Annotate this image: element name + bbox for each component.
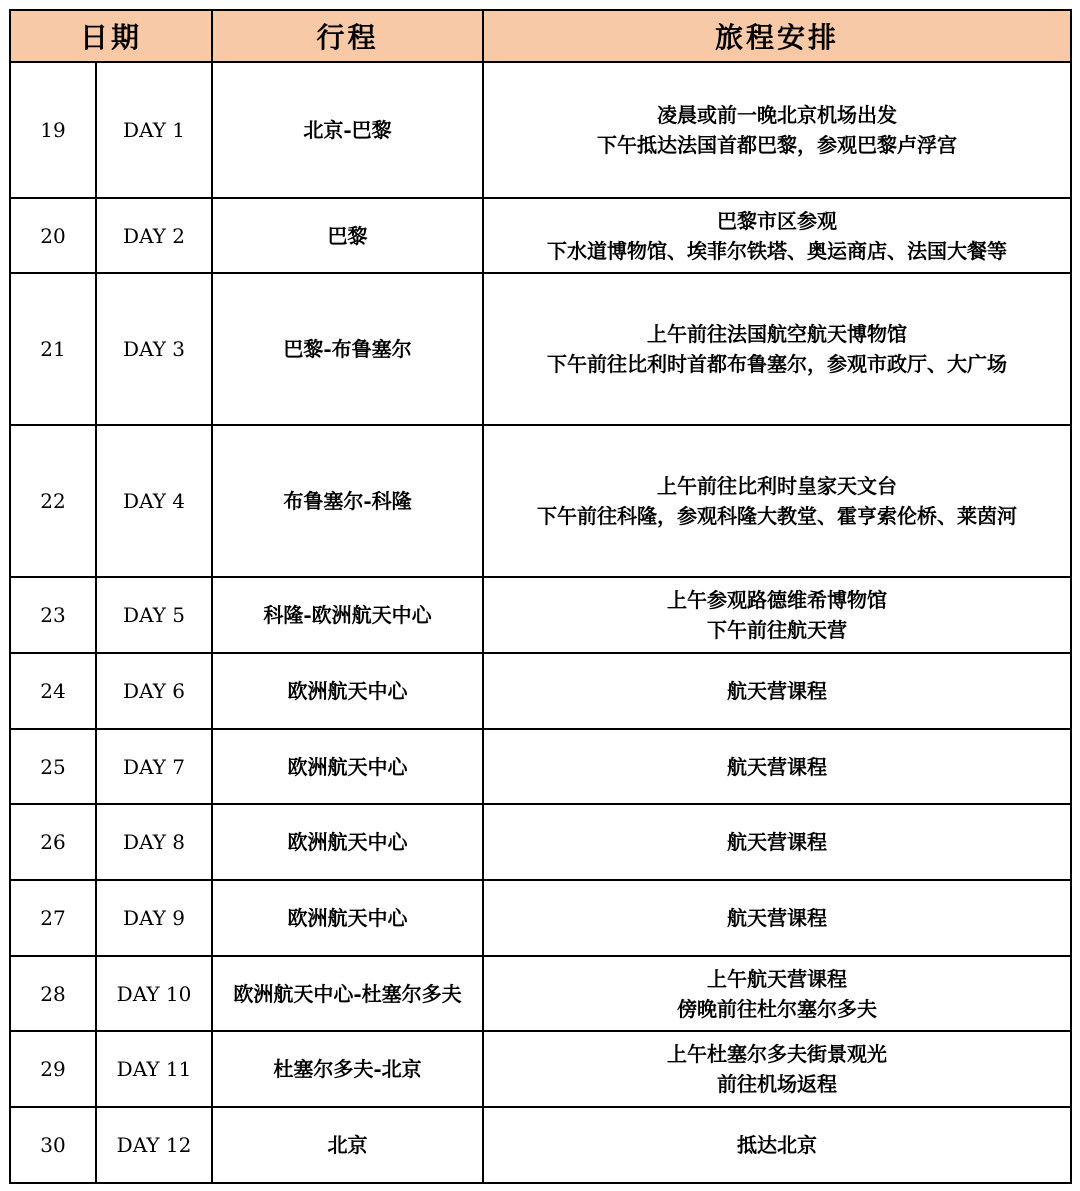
table-row [10,804,1071,880]
table-row [10,577,1071,653]
plan-line: 航天营课程 [727,754,828,779]
plan-line: 下午前往比利时首都布鲁塞尔，参观市政厅、大广场 [547,352,1008,376]
row-number: 24 [10,653,96,729]
header-plan: 旅程安排 [483,10,1071,62]
plan-line: 航天营课程 [727,679,828,703]
table-row [10,729,1071,804]
plan-line: 巴黎市区参观 [717,208,838,233]
row-route: 欧洲航天中心 [212,804,483,880]
row-plan [483,1031,1071,1107]
row-plan [483,880,1071,956]
row-number: 25 [10,729,96,804]
row-route: 巴黎-布鲁塞尔 [212,273,483,425]
row-number: 26 [10,804,96,880]
row-day: DAY 10 [96,956,212,1031]
row-day: DAY 7 [96,729,212,804]
plan-line: 上午前往法国航空航天博物馆 [647,322,908,346]
plan-line: 凌晨或前一晚北京机场出发 [657,103,898,127]
header-route: 行程 [212,10,483,62]
header-row [10,10,1071,62]
table-row [10,653,1071,729]
row-day: DAY 12 [96,1107,212,1183]
table-row [10,1107,1071,1183]
row-route: 布鲁塞尔-科隆 [212,425,483,577]
row-plan [483,62,1071,198]
plan-line: 下午抵达法国首都巴黎，参观巴黎卢浮宫 [597,133,958,157]
row-plan [483,425,1071,577]
table-body [10,62,1071,1183]
row-route: 科隆-欧洲航天中心 [212,577,483,653]
row-day: DAY 9 [96,880,212,956]
row-day: DAY 3 [96,273,212,425]
row-plan [483,273,1071,425]
row-route: 杜塞尔多夫-北京 [212,1031,483,1107]
row-number: 21 [10,273,96,425]
row-plan [483,198,1071,273]
row-day: DAY 11 [96,1031,212,1107]
plan-line: 航天营课程 [727,830,828,854]
row-plan [483,804,1071,880]
plan-line: 下水道博物馆、埃菲尔铁塔、奥运商店、法国大餐等 [547,238,1008,263]
table-row [10,956,1071,1031]
plan-line: 上午前往比利时皇家天文台 [657,474,898,498]
row-day: DAY 4 [96,425,212,577]
plan-line: 傍晚前往杜尔塞尔多夫 [677,996,878,1021]
row-day: DAY 8 [96,804,212,880]
row-route: 欧洲航天中心 [212,729,483,804]
plan-line: 航天营课程 [727,906,828,930]
table-row [10,62,1071,198]
row-day: DAY 2 [96,198,212,273]
row-route: 巴黎 [212,198,483,273]
row-day: DAY 6 [96,653,212,729]
plan-line: 下午前往科隆，参观科隆大教堂、霍亨索伦桥、莱茵河 [537,504,1018,528]
plan-line: 下午前往航天营 [707,618,848,642]
plan-line: 前往机场返程 [717,1072,838,1096]
row-number: 29 [10,1031,96,1107]
header-date: 日期 [10,10,212,62]
plan-line: 抵达北京 [737,1133,818,1157]
row-day: DAY 5 [96,577,212,653]
row-route: 欧洲航天中心-杜塞尔多夫 [212,956,483,1031]
row-number: 19 [10,62,96,198]
row-route: 欧洲航天中心 [212,653,483,729]
table-row [10,198,1071,273]
row-day: DAY 1 [96,62,212,198]
row-route: 欧洲航天中心 [212,880,483,956]
row-plan [483,653,1071,729]
row-number: 23 [10,577,96,653]
row-route: 北京-巴黎 [212,62,483,198]
row-number: 30 [10,1107,96,1183]
row-number: 28 [10,956,96,1031]
row-number: 27 [10,880,96,956]
table-row [10,880,1071,956]
row-plan [483,1107,1071,1183]
table-header [10,10,1071,62]
table-row [10,425,1071,577]
row-route: 北京 [212,1107,483,1183]
plan-line: 上午航天营课程 [707,966,848,991]
row-number: 20 [10,198,96,273]
row-plan [483,729,1071,804]
itinerary-table [9,9,1072,1184]
table-row [10,1031,1071,1107]
plan-line: 上午参观路德维希博物馆 [667,588,888,612]
row-number: 22 [10,425,96,577]
row-plan [483,956,1071,1031]
row-plan [483,577,1071,653]
table-row [10,273,1071,425]
plan-line: 上午杜塞尔多夫街景观光 [667,1042,888,1066]
